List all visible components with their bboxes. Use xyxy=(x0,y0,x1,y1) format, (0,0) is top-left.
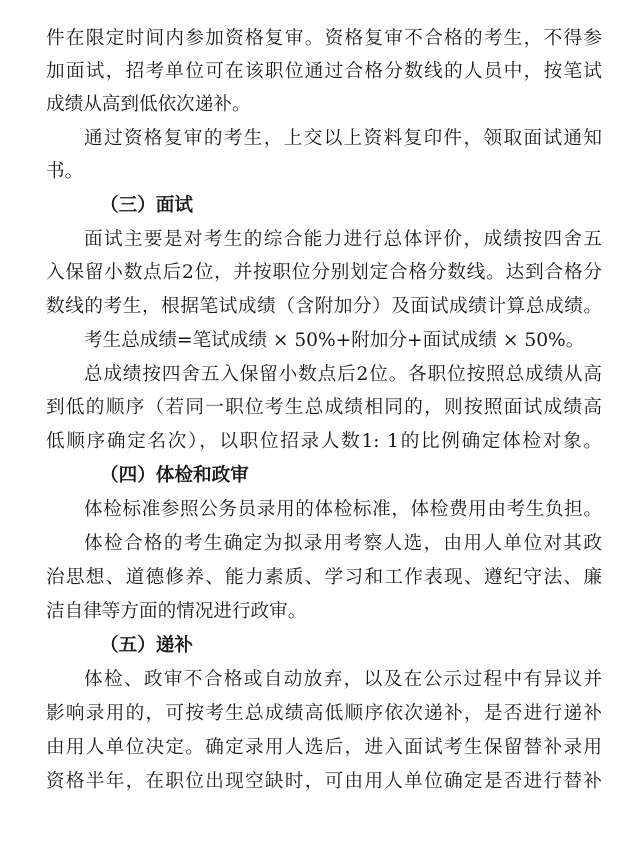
text-line: 面试主要是对考生的综合能力进行总体评价，成绩按四舍五 xyxy=(84,229,602,250)
text-line: 洁自律等方面的情况进行政审。 xyxy=(46,601,307,622)
text-line: 低顺序确定名次），以职位招录人数1: 1的比例确定体检对象。 xyxy=(46,431,602,452)
text-line: 通过资格复审的考生，上交以上资料复印件，领取面试通知 xyxy=(84,128,602,149)
text-line: 入保留小数点后2位，并按职位分别划定合格分数线。达到合格分 xyxy=(46,262,602,283)
text-line: 由用人单位决定。确定录用人选后，进入面试考生保留替补录用 xyxy=(46,737,602,758)
section-heading-medical-review: （四）体检和政审 xyxy=(100,465,249,486)
text-line: 影响录用的，可按考生总成绩高低顺序依次递补，是否进行递补 xyxy=(46,703,602,724)
score-formula: 考生总成绩=笔试成绩 × 50%+附加分+面试成绩 × 50%。 xyxy=(84,330,585,351)
text-line: 到低的顺序（若同一职位考生总成绩相同的，则按照面试成绩高 xyxy=(46,397,602,418)
text-line: 成绩从高到低依次递补。 xyxy=(46,94,251,115)
section-heading-interview: （三）面试 xyxy=(100,195,193,216)
text-line: 体检标准参照公务员录用的体检标准，体检费用由考生负担。 xyxy=(84,499,602,520)
text-line: 书。 xyxy=(46,161,84,182)
text-line: 加面试，招考单位可在该职位通过合格分数线的人员中，按笔试 xyxy=(46,61,602,82)
section-heading-substitution: （五）递补 xyxy=(100,635,193,656)
text-line: 件在限定时间内参加资格复审。资格复审不合格的考生，不得参 xyxy=(46,28,602,49)
text-line: 数线的考生，根据笔试成绩（含附加分）及面试成绩计算总成绩。 xyxy=(46,296,602,317)
text-line: 治思想、道德修养、能力素质、学习和工作表现、遵纪守法、廉 xyxy=(46,567,602,588)
text-line: 总成绩按四舍五入保留小数点后2位。各职位按照总成绩从高 xyxy=(84,364,602,385)
text-line: 资格半年，在职位出现空缺时，可由用人单位确定是否进行替补 xyxy=(46,771,602,792)
text-line: 体检、政审不合格或自动放弃，以及在公示过程中有异议并 xyxy=(84,669,602,690)
text-line: 体检合格的考生确定为拟录用考察人选，由用人单位对其政 xyxy=(84,533,602,554)
